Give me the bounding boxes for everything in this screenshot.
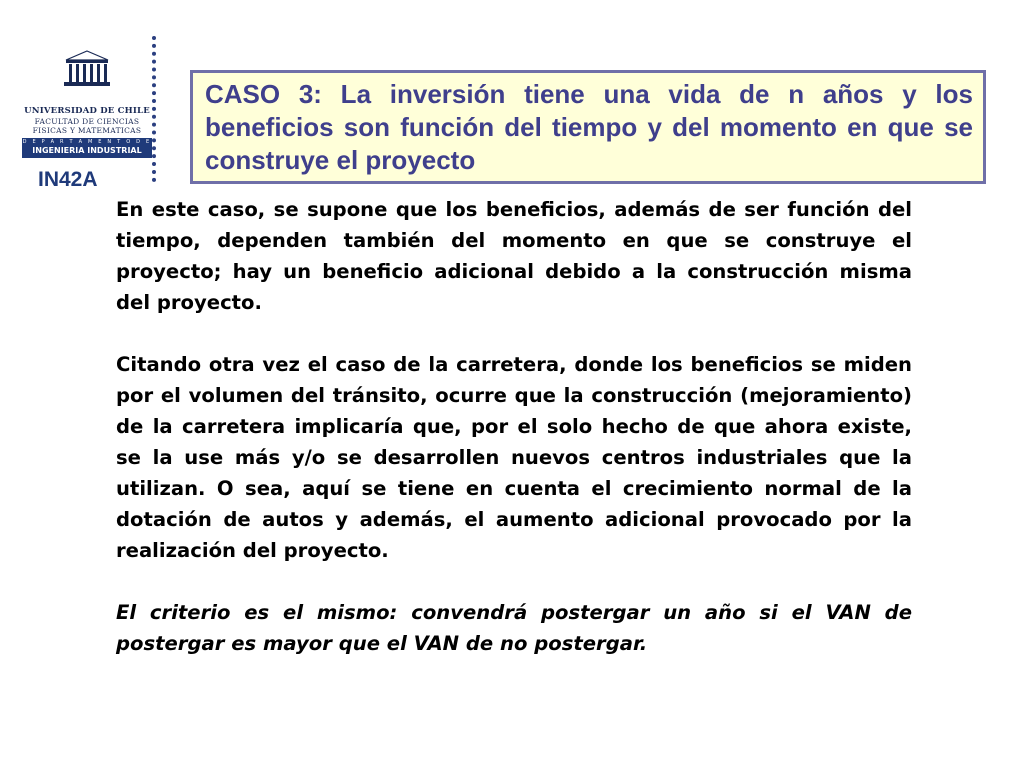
- university-building-icon: [62, 50, 112, 88]
- body-paragraph-1: En este caso, se supone que los beneficios, además de ser función del tiempo, dependen también del momento en que se construye el proyecto; hay un beneficio adicional debido a la construcción misma del proyecto.: [116, 198, 912, 314]
- logo-faculty-line1: FACULTAD DE CIENCIAS: [34, 117, 140, 126]
- course-code: IN42A: [38, 168, 98, 191]
- dotted-divider: [152, 36, 156, 182]
- logo-university-name: UNIVERSIDAD DE CHILE: [24, 106, 150, 116]
- logo-faculty-line2: FISICAS Y MATEMATICAS: [32, 126, 142, 135]
- slide-title: CASO 3: La inversión tiene una vida de n años y los beneficios son función del tiempo y del momento en que se construye el proyecto: [205, 79, 973, 175]
- logo-department-label: D E P A R T A M E N T O D E: [22, 139, 152, 145]
- university-logo: [22, 40, 152, 170]
- body-paragraph-2: Citando otra vez el caso de la carretera, donde los beneficios se miden por el volumen del tránsito, ocurre que la construcción (mejoramiento) de la carretera implicaría que, por el solo hecho de que ahora existe, se la use más y/o se desarrollen nuevos centros industriales que la utilizan. O sea, aquí se tiene en cuenta el crecimiento normal de la dotación de autos y además, el aumento adicional provocado por la realización del proyecto.: [116, 353, 912, 562]
- conclusion-paragraph: El criterio es el mismo: convendrá postergar un año si el VAN de postergar es mayor que el VAN de no postergar.: [116, 601, 912, 655]
- slide-body: [116, 194, 912, 659]
- title-box: [190, 70, 986, 184]
- logo-department-name: INGENIERIA INDUSTRIAL: [32, 146, 142, 155]
